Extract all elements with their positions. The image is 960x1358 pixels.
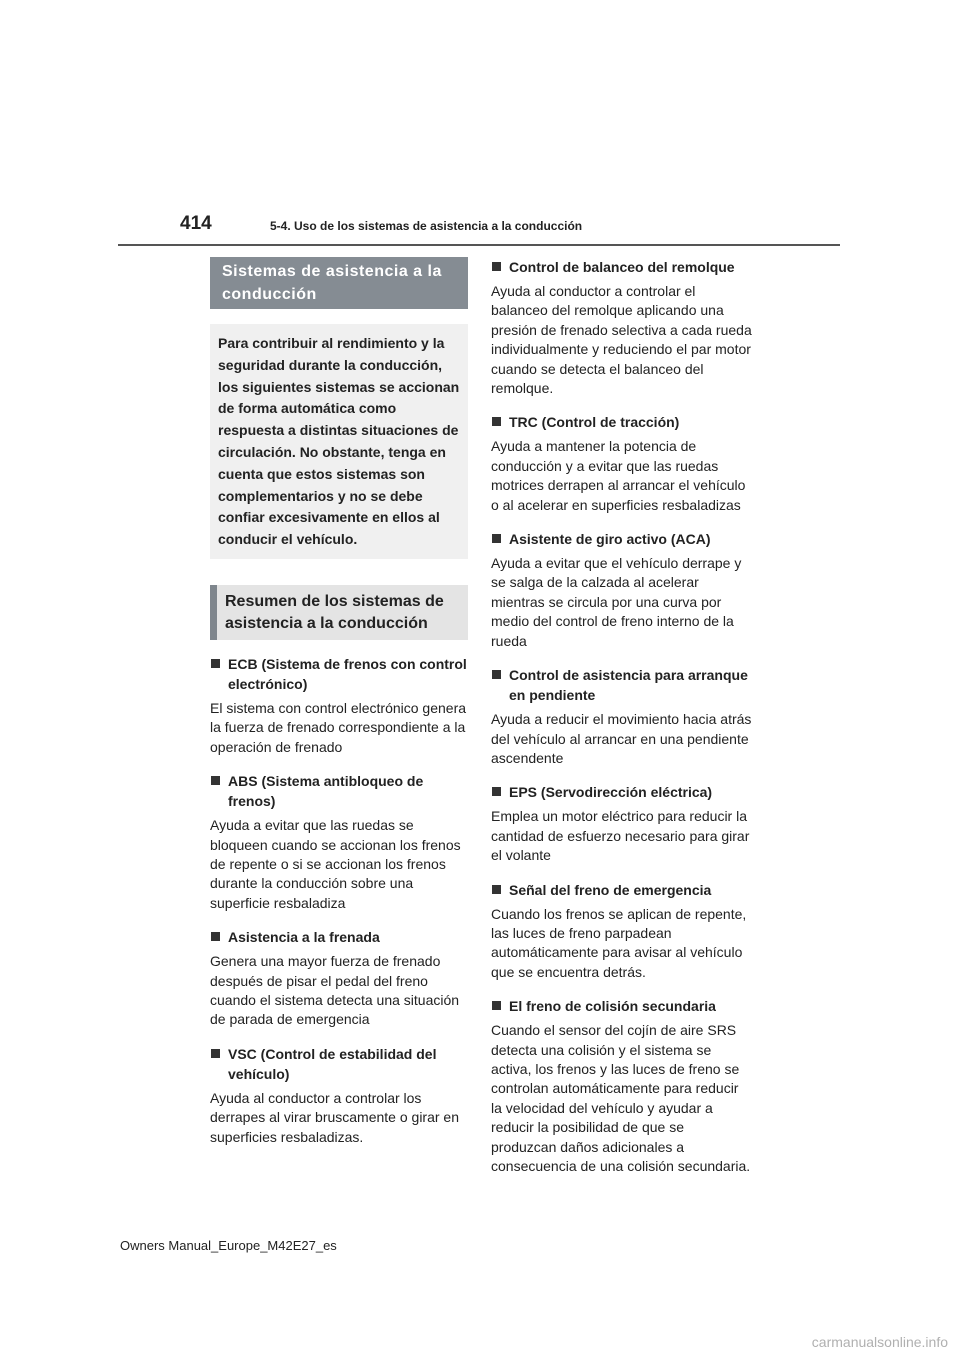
item-text: Ayuda a reducir el movimiento hacia atrás del vehículo al arrancar en una pendiente ascendente xyxy=(491,711,752,766)
item-text: Cuando el sensor del cojín de aire SRS detecta una colisión y el sistema se activa, los frenos y las luces de freno se controlan automáticamente para reducir la velocidad del vehículo y ayudar a reducir la posibilidad de que se produzcan daños adicionales a consecuencia de una colisión secundaria. xyxy=(491,1022,751,1174)
square-bullet-icon xyxy=(492,417,501,426)
square-bullet-icon xyxy=(211,932,220,941)
list-item xyxy=(491,257,753,398)
square-bullet-icon xyxy=(492,534,501,543)
section-title: 5-4. Uso de los sistemas de asistencia a la conducción xyxy=(270,219,583,233)
heading-driving-assist-systems: Sistemas de asistencia a la conducción xyxy=(210,257,468,309)
left-column xyxy=(210,257,468,1147)
square-bullet-icon xyxy=(492,885,501,894)
item-text: Ayuda a evitar que las ruedas se bloqueen cuando se accionan los frenos de repente o si se accionan los frenos durante la conducción sobre una superficie resbaladiza xyxy=(210,817,461,911)
item-text: Ayuda a mantener la potencia de conducción y a evitar que las ruedas motrices derrapen al arrancar el vehículo o al acelerar en superficies resbaladizas xyxy=(491,438,746,513)
right-column xyxy=(491,257,753,1176)
item-title: ABS (Sistema antibloqueo de frenos) xyxy=(210,771,468,811)
item-text: Cuando los frenos se aplican de repente, las luces de freno parpadean automáticamente para avisar al vehículo que se encuentra detrás. xyxy=(491,905,747,980)
item-text: El sistema con control electrónico genera la fuerza de frenado correspondiente a la operación de frenado xyxy=(210,699,467,755)
item-text: Emplea un motor eléctrico para reducir la cantidad de esfuerzo necesario para girar el volante xyxy=(491,808,750,864)
item-title: Señal del freno de emergencia xyxy=(491,880,753,900)
footer-manual-id: Owners Manual_Europe_M42E27_es xyxy=(120,1238,337,1253)
list-item xyxy=(210,1044,468,1147)
list-item xyxy=(210,654,468,757)
item-title: EPS (Servodirección eléctrica) xyxy=(491,782,753,802)
item-text: Ayuda al conductor a controlar el balanceo del remolque aplicando una presión de frenado selectiva a cada rueda individualmente y reduciendo el par motor cuando se detecta el balanceo del remolque. xyxy=(491,283,752,397)
square-bullet-icon xyxy=(492,670,501,679)
list-item xyxy=(210,771,468,913)
list-item xyxy=(491,412,753,515)
square-bullet-icon xyxy=(492,262,501,271)
item-text: Ayuda al conductor a controlar los derrapes al virar bruscamente o girar en superficies resbaladizas. xyxy=(210,1089,460,1145)
item-title: Control de asistencia para arranque en pendiente xyxy=(491,665,753,705)
square-bullet-icon xyxy=(492,1001,501,1010)
item-title: VSC (Control de estabilidad del vehículo) xyxy=(210,1044,468,1084)
item-title: Asistencia a la frenada xyxy=(210,927,468,947)
list-item xyxy=(491,665,753,768)
item-title: Control de balanceo del remolque xyxy=(491,257,753,277)
list-item xyxy=(210,927,468,1030)
square-bullet-icon xyxy=(211,659,220,668)
square-bullet-icon xyxy=(211,1049,220,1058)
item-title: El freno de colisión secundaria xyxy=(491,996,753,1016)
item-text: Ayuda a evitar que el vehículo derrape y se salga de la calzada al acelerar mientras se circula por una curva por medio del control de freno interno de la rueda xyxy=(491,555,742,649)
list-item xyxy=(491,782,753,865)
header-rule xyxy=(118,244,840,246)
intro-box: Para contribuir al rendimiento y la seguridad durante la conducción, los siguientes sistemas se accionan de forma automática como respuesta a distintas situaciones de circulación. No obstante, tenga en cuenta que estos sistemas son complementarios y no se debe confiar excesivamente en ellos al conducir el vehículo. xyxy=(210,324,468,559)
heading-systems-summary: Resumen de los sistemas de asistencia a la conducción xyxy=(210,585,468,640)
watermark: carmanualsonline.info xyxy=(811,1334,948,1350)
square-bullet-icon xyxy=(211,776,220,785)
item-title: TRC (Control de tracción) xyxy=(491,412,753,432)
page-number: 414 xyxy=(180,213,212,234)
list-item xyxy=(491,880,753,983)
list-item xyxy=(491,996,753,1176)
list-item xyxy=(491,529,753,651)
item-title: ECB (Sistema de frenos con control electrónico) xyxy=(210,654,468,694)
item-title: Asistente de giro activo (ACA) xyxy=(491,529,753,549)
item-text: Genera una mayor fuerza de frenado después de pisar el pedal del freno cuando el sistema detecta una situación de parada de emergencia xyxy=(210,953,460,1028)
square-bullet-icon xyxy=(492,787,501,796)
